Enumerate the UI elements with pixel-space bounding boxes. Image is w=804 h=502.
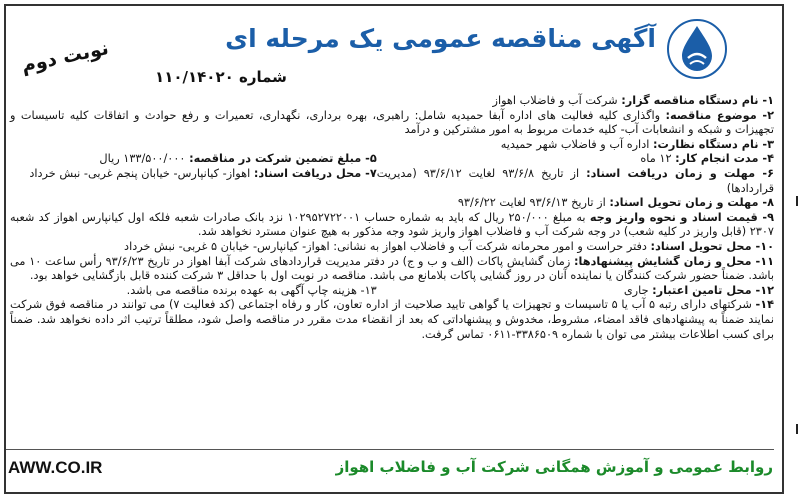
footer-website-link[interactable]: AWW.CO.IR — [8, 458, 103, 477]
water-company-logo-icon — [666, 18, 728, 80]
edge-marker — [796, 424, 798, 434]
item-8: ۸- مهلت و زمان تحویل اسناد: از تاریخ ۹۳/۶/۱۳ لغایت ۹۳/۶/۲۲ — [457, 196, 774, 210]
row-12-13 — [10, 284, 774, 299]
notice-body — [10, 94, 774, 446]
round-label: نوبت دوم — [19, 37, 111, 77]
item-12: ۱۲- محل تامین اعتبار: جاری — [623, 283, 774, 297]
item-2: ۲- موضوع مناقصه: واگذاری کلیه فعالیت های اداره آبفا حمیدیه شامل: راهبری، بهره برداری، نگهداری، تعمیرات و رفع حوادث و اتفاقات کلیه تاسیسات و تجهیزات و شبکه و انشعابات آب- کلیه خدمات مربوط به امور مشترکین و درآمد — [10, 108, 774, 137]
item-5: ۵- مبلغ تضمین شرکت در مناقصه: ۱۳۳/۵۰۰/۰۰۰ ریال — [99, 152, 377, 166]
edge-marker — [796, 196, 798, 206]
item-14: ۱۴- شرکتهای دارای رتبه ۵ آب یا ۵ تاسیسات و تجهیزات یا گواهی تایید صلاحیت از اداره تعاون، کار و رفاه اجتماعی (کد فعالیت ۷) می توانند در مناقصه فوق شرکت نمایند ضمناً به پیشنهادهای فاقد امضاء، مشروط، مخدوش و پیشنهاداتی که بعد از انقضاء مدت مقرر در مناقصه واصل شود، مطلقاً ترتیب اثر داده نخواهد شد. ضمناً برای کسب اطلاعات بیشتر می توان با شماره ۳۳۸۶۵۰۹-۰۶۱۱ تماس گرفت. — [10, 298, 774, 341]
row-6-7 — [10, 167, 774, 196]
item-6: ۶- مهلت و زمان دریافت اسناد: از تاریخ ۹۳/۶/۸ لغایت ۹۳/۶/۱۲ (مدیریت قراردادها) — [376, 166, 774, 195]
item-13: ۱۳- هزینه چاپ آگهی به عهده برنده مناقصه می باشد. — [126, 283, 377, 297]
item-4: ۴- مدت انجام کار: ۱۲ ماه — [640, 152, 774, 166]
item-3: ۳- نام دستگاه نظارت: اداره آب و فاضلاب شهر حمیدیه — [500, 137, 774, 151]
item-10: ۱۰- محل تحویل اسناد: دفتر حراست و امور محرمانه شرکت آب و فاضلاب اهواز به نشانی: اهواز- کیانپارس- خیابان ۵ غربی- نبش خرداد — [124, 239, 774, 253]
item-1: ۱- نام دستگاه مناقصه گزار: شرکت آب و فاضلاب اهواز — [492, 94, 774, 107]
item-11: ۱۱- محل و زمان گشایش پیشنهادها: زمان گشایش پاکات (الف و ب و ج) در دفتر مدیریت قراردادهای شرکت آبفا اهواز در تاریخ ۹۳/۶/۲۳ رأس ساعت ۱۰ می باشد. ضمناً حضور شرکت کنندگان یا نماینده آنان در روز گشایی پاکات بلامانع می باشد. مناقصه در نوبت اول با حداقل ۳ شرکت کننده قابل بازگشایی خواهد بود. — [10, 254, 774, 283]
footer-divider — [6, 449, 774, 450]
page-title: آگهی مناقصه عمومی یک مرحله ای — [225, 24, 656, 53]
footer-publisher: روابط عمومی و آموزش همگانی شرکت آب و فاضلاب اهواز — [335, 458, 773, 476]
notice-number: شماره ۱۱۰/۱۴۰۲۰ — [155, 68, 287, 86]
item-7: ۷- محل دریافت اسناد: اهواز- کیانپارس- خیابان پنجم غربی- نبش خرداد — [29, 166, 377, 180]
item-9: ۹- قیمت اسناد و نحوه واریز وجه به مبلغ ۲۵۰/۰۰۰ ریال که باید به شماره حساب ۱۰۲۹۵۲۷۲۲۰۰۱ نزد بانک صادرات شعبه فلکه اول کیانپارس اهواز کد شعبه ۲۳۰۷ (قابل واریز در کلیه شعب) در وجه شرکت آب و فاضلاب اهواز واریز شود وجه مذکور به هیچ عنوان مسترد نخواهد شد. — [10, 210, 774, 239]
row-4-5 — [10, 152, 774, 167]
